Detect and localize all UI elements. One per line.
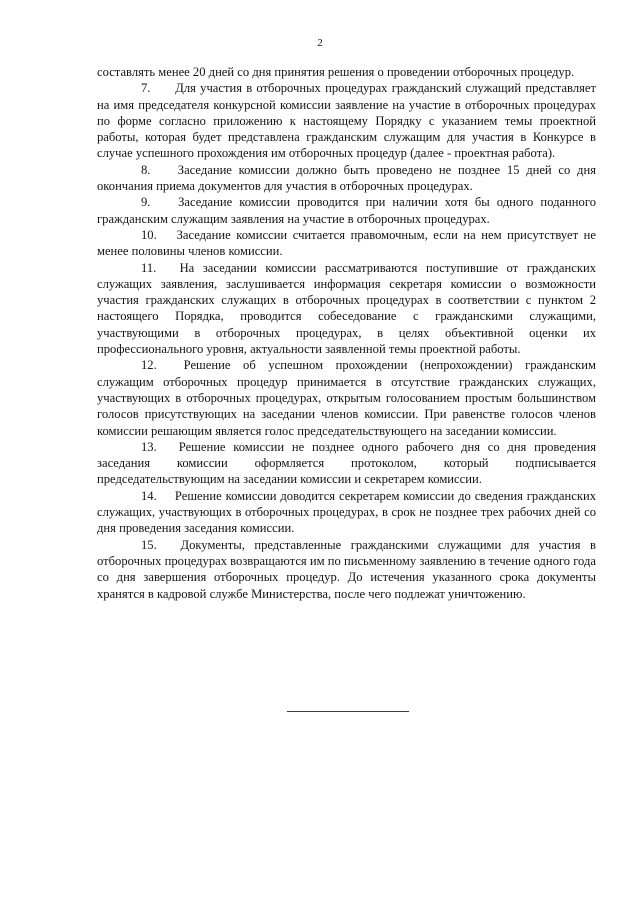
paragraph-text: Заседание комиссии должно быть проведено не позднее 15 дней со дня окончания приема документов для участия в отборочных процедурах. [97, 162, 596, 194]
paragraph-8 [97, 162, 596, 195]
paragraph-14 [97, 488, 596, 537]
paragraph-text: составлять менее 20 дней со дня принятия решения о проведении отборочных процедур. [97, 65, 575, 79]
paragraph-6-continuation [97, 64, 596, 80]
paragraph-text: Документы, представленные гражданскими служащими для участия в отборочных процедурах возвращаются им по письменному заявлению в течение одного года со дня завершения отборочных процедур. До истечения указанного срока документы хранятся в кадровой службе Министерства, после чего подлежат уничтожению. [97, 537, 596, 601]
paragraph-15 [97, 537, 596, 602]
paragraph-7 [97, 80, 596, 161]
paragraph-13 [97, 439, 596, 488]
paragraph-text: На заседании комиссии рассматриваются поступившие от гражданских служащих заявления, заслушивается информация секретаря комиссии о возможности участия гражданских служащих в отборочных процедурах в соответствии с пунктом 2 настоящего Порядка, проводится собеседование с гражданскими служащими, участвующими в отборочных процедурах, в целях объективной оценки их профессионального уровня, актуальности заявленной темы проектной работы. [97, 260, 596, 357]
paragraph-number: 7. [141, 81, 151, 96]
paragraph-10 [97, 227, 596, 260]
paragraph-number: 15. [141, 537, 157, 552]
paragraph-number: 8. [141, 162, 151, 177]
paragraph-number: 10. [141, 227, 157, 242]
paragraph-text: Решение комиссии доводится секретарем комиссии до сведения гражданских служащих, участвующих в отборочных процедурах, в срок не позднее трех рабочих дней со дня проведения заседания комиссии. [97, 488, 596, 536]
paragraph-11 [97, 260, 596, 358]
paragraph-number: 9. [141, 195, 151, 210]
paragraph-number: 14. [141, 488, 157, 503]
paragraph-12 [97, 357, 596, 438]
document-body [97, 64, 596, 602]
paragraph-number: 13. [141, 439, 157, 454]
page-number: 2 [317, 37, 323, 49]
paragraph-9 [97, 194, 596, 227]
closing-divider-line [287, 711, 409, 712]
paragraph-number: 12. [141, 358, 157, 373]
paragraph-text: Заседание комиссии считается правомочным, если на нем присутствует не менее половины членов комиссии. [97, 227, 597, 259]
paragraph-text: Решение об успешном прохождении (непрохождении) гражданским служащим отборочных процедур принимается в отсутствие гражданских служащих, участвующих в отборочных процедурах, открытым голосованием простым большинством голосов присутствующих на заседании членов комиссии. При равенстве голосов членов комиссии решающим является голос председательствующего на заседании комиссии. [97, 358, 596, 438]
paragraph-text: Заседание комиссии проводится при наличии хотя бы одного поданного гражданским служащим заявления на участие в отборочных процедурах. [97, 195, 596, 226]
paragraph-number: 11. [141, 260, 157, 275]
paragraph-text: Решение комиссии не позднее одного рабочего дня со дня проведения заседания комиссии оформляется протоколом, который подписывается председательствующим на заседании комиссии и секретарем комиссии. [97, 439, 596, 487]
paragraph-text: Для участия в отборочных процедурах гражданский служащий представляет на имя председателя конкурсной комиссии заявление на участие в отборочных процедурах по форме согласно приложению к настоящему Порядку с указанием темы проектной работы, которая будет представлена гражданским служащим для участия в Конкурсе в случае успешного прохождения им отборочных процедур (далее - проектная работа). [97, 81, 596, 161]
